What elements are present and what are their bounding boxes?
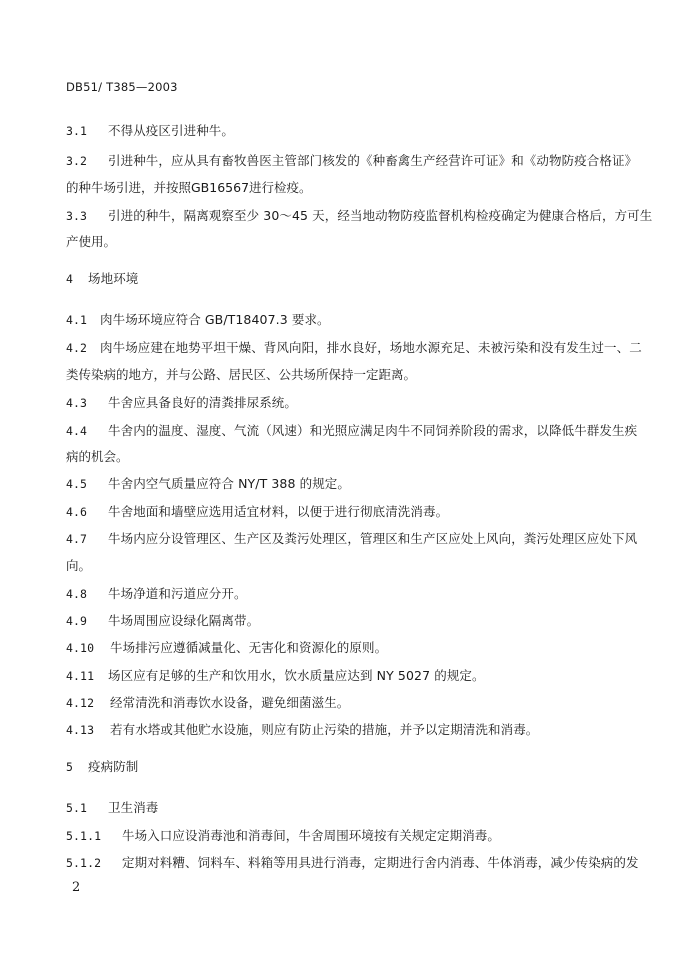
clause-4-13 xyxy=(66,720,538,738)
clause-4-9 xyxy=(66,611,259,629)
clause-4-6 xyxy=(66,502,448,520)
clause-4-7 xyxy=(66,529,637,547)
clause-number: 4.11 xyxy=(66,669,95,683)
clause-number: 4.12 xyxy=(66,696,95,710)
section-number: 4 xyxy=(66,272,74,286)
clause-number: 4.9 xyxy=(66,614,88,628)
clause-text: 不得从疫区引进种牛。 xyxy=(108,123,235,138)
clause-text: 若有水塔或其他贮水设施，则应有防止污染的措施，并予以定期清洗和消毒。 xyxy=(110,722,539,737)
clause-4-12 xyxy=(66,693,349,711)
clause-number: 5.1 xyxy=(66,801,88,815)
clause-text: 牛舍内空气质量应符合 NY/T 388 的规定。 xyxy=(108,476,351,491)
clause-number: 4.3 xyxy=(66,396,88,410)
clause-4-8 xyxy=(66,584,247,602)
clause-4-2-continuation: 类传染病的地方，并与公路、居民区、公共场所保持一定距离。 xyxy=(66,367,417,382)
clause-text: 定期对料糟、饲料车、料箱等用具进行消毒，定期进行舍内消毒、牛体消毒，减少传染病的发 xyxy=(122,855,639,870)
clause-text: 卫生消毒 xyxy=(108,800,159,815)
clause-4-1 xyxy=(66,310,330,328)
clause-number: 4.1 xyxy=(66,313,88,327)
clause-text: 经常清洗和消毒饮水设备，避免细菌滋生。 xyxy=(110,695,350,710)
clause-number: 3.2 xyxy=(66,154,88,168)
clause-number: 4.6 xyxy=(66,505,88,519)
clause-text: 牛场内应分设管理区、生产区及粪污处理区，管理区和生产区应处上风向，粪污处理区应处下风 xyxy=(108,531,638,546)
clause-number: 3.1 xyxy=(66,124,88,138)
clause-number: 4.2 xyxy=(66,341,88,355)
clause-5-1-2 xyxy=(66,853,639,871)
clause-number: 3.3 xyxy=(66,209,88,223)
clause-text: 引进种牛，应从具有畜牧兽医主管部门核发的《种畜禽生产经营许可证》和《动物防疫合格证》 xyxy=(108,153,638,168)
section-number: 5 xyxy=(66,760,74,774)
clause-4-5 xyxy=(66,474,350,492)
clause-4-2 xyxy=(66,338,642,356)
clause-text: 牛场周围应设绿化隔离带。 xyxy=(108,613,260,628)
clause-3-3-continuation: 产使用。 xyxy=(66,234,117,249)
clause-4-4 xyxy=(66,421,637,439)
section-title: 疫病防制 xyxy=(88,759,139,774)
clause-text: 肉牛场环境应符合 GB/T18407.3 要求。 xyxy=(100,312,330,327)
clause-text: 牛场入口应设消毒池和消毒间，牛舍周围环境按有关规定定期消毒。 xyxy=(122,828,501,843)
clause-text: 牛场净道和污道应分开。 xyxy=(108,586,247,601)
clause-text: 肉牛场应建在地势平坦干燥、背风向阳，排水良好，场地水源充足、未被污染和没有发生过一、二 xyxy=(100,340,642,355)
section-title: 场地环境 xyxy=(88,271,139,286)
clause-number: 4.4 xyxy=(66,424,88,438)
clause-number: 4.8 xyxy=(66,587,88,601)
clause-number: 5.1.1 xyxy=(66,829,102,843)
clause-number: 4.7 xyxy=(66,532,88,546)
doc-code: DB51/ T385—2003 xyxy=(66,80,178,94)
clause-4-10 xyxy=(66,638,387,656)
page-number: 2 xyxy=(72,880,81,895)
clause-number: 4.10 xyxy=(66,641,95,655)
clause-text: 牛舍应具备良好的清粪排尿系统。 xyxy=(108,395,298,410)
clause-4-3 xyxy=(66,393,297,411)
clause-3-2 xyxy=(66,151,637,169)
clause-3-1 xyxy=(66,121,234,139)
clause-text: 牛舍地面和墙壁应选用适宜材料，以便于进行彻底清洗消毒。 xyxy=(108,504,449,519)
clause-text: 场区应有足够的生产和饮用水，饮水质量应达到 NY 5027 的规定。 xyxy=(108,668,485,683)
section-4-heading xyxy=(66,269,138,287)
clause-4-11 xyxy=(66,666,485,684)
clause-text: 牛场排污应遵循减量化、无害化和资源化的原则。 xyxy=(110,640,388,655)
clause-number: 5.1.2 xyxy=(66,856,102,870)
clause-text: 引进的种牛，隔离观察至少 30～45 天，经当地动物防疫监督机构检疫确定为健康合格后，方可生 xyxy=(108,208,653,223)
clause-3-3 xyxy=(66,206,652,224)
clause-text: 牛舍内的温度、湿度、气流（风速）和光照应满足肉牛不同饲养阶段的需求，以降低牛群发生疾 xyxy=(108,423,638,438)
section-5-heading xyxy=(66,757,138,775)
clause-5-1 xyxy=(66,798,158,816)
clause-4-4-continuation: 病的机会。 xyxy=(66,449,129,464)
clause-5-1-1 xyxy=(66,826,500,844)
clause-number: 4.5 xyxy=(66,477,88,491)
clause-4-7-continuation: 向。 xyxy=(66,558,92,573)
clause-number: 4.13 xyxy=(66,723,95,737)
clause-3-2-continuation: 的种牛场引进，并按照GB16567进行检疫。 xyxy=(66,180,312,195)
